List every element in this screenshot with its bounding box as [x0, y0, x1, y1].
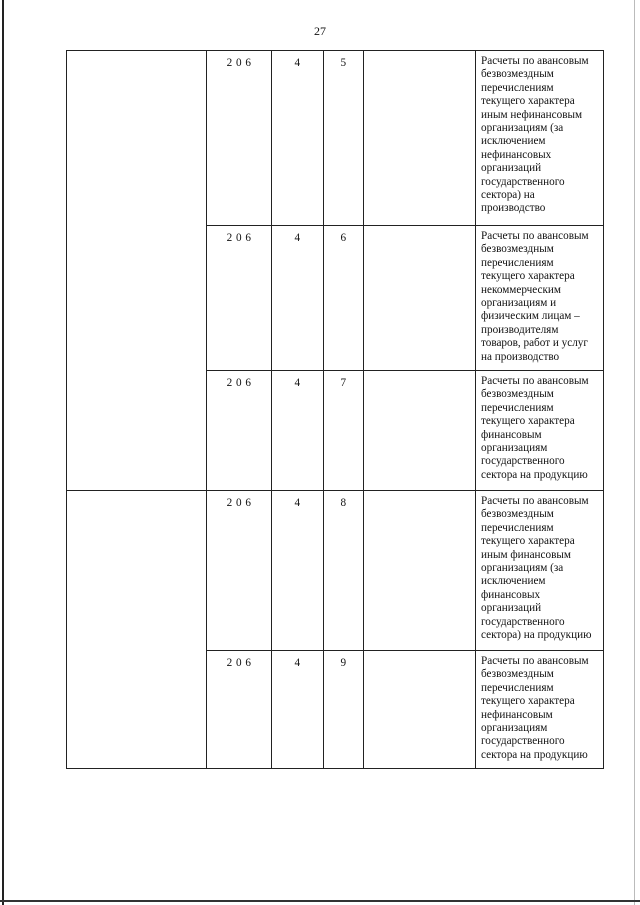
left-merged-cell — [67, 491, 207, 769]
group-code-cell: 2 0 6 — [207, 371, 272, 491]
subcode-cell: 5 — [324, 51, 364, 226]
description-cell: Расчеты по авансовым безвозмездным перечислениям текущего характера некоммерческим организациям и физическим лицам – производителям товаров, работ и услуг на производство — [476, 226, 604, 371]
kosgu-code-cell: 4 — [272, 491, 324, 651]
group-code-cell: 2 0 6 — [207, 491, 272, 651]
account-codes-table — [66, 50, 604, 769]
page-number: 27 — [314, 24, 326, 38]
group-code-cell: 2 0 6 — [207, 51, 272, 226]
subcode-cell: 7 — [324, 371, 364, 491]
subcode-cell: 9 — [324, 651, 364, 769]
description-cell: Расчеты по авансовым безвозмездным перечислениям текущего характера иным нефинансовым организациям (за исключением нефинансовых организаций государственного сектора) на производство — [476, 51, 604, 226]
group-code-cell: 2 0 6 — [207, 226, 272, 371]
empty-cell — [364, 51, 476, 226]
table-row — [67, 491, 604, 651]
empty-cell — [364, 371, 476, 491]
description-cell: Расчеты по авансовым безвозмездным перечислениям текущего характера иным финансовым организациям (за исключением финансовых организаций государственного сектора) на продукцию — [476, 491, 604, 651]
page-edge-left — [2, 0, 4, 905]
description-cell: Расчеты по авансовым безвозмездным перечислениям текущего характера финансовым организациям государственного сектора на продукцию — [476, 371, 604, 491]
kosgu-code-cell: 4 — [272, 371, 324, 491]
subcode-cell: 6 — [324, 226, 364, 371]
empty-cell — [364, 651, 476, 769]
subcode-cell: 8 — [324, 491, 364, 651]
page-edge-bottom — [0, 900, 640, 902]
table-row — [67, 51, 604, 226]
group-code-cell: 2 0 6 — [207, 651, 272, 769]
empty-cell — [364, 226, 476, 371]
page-edge-right — [634, 0, 635, 905]
kosgu-code-cell: 4 — [272, 226, 324, 371]
description-cell: Расчеты по авансовым безвозмездным перечислениям текущего характера нефинансовым организациям государственного сектора на продукцию — [476, 651, 604, 769]
kosgu-code-cell: 4 — [272, 51, 324, 226]
left-merged-cell — [67, 51, 207, 491]
empty-cell — [364, 491, 476, 651]
kosgu-code-cell: 4 — [272, 651, 324, 769]
